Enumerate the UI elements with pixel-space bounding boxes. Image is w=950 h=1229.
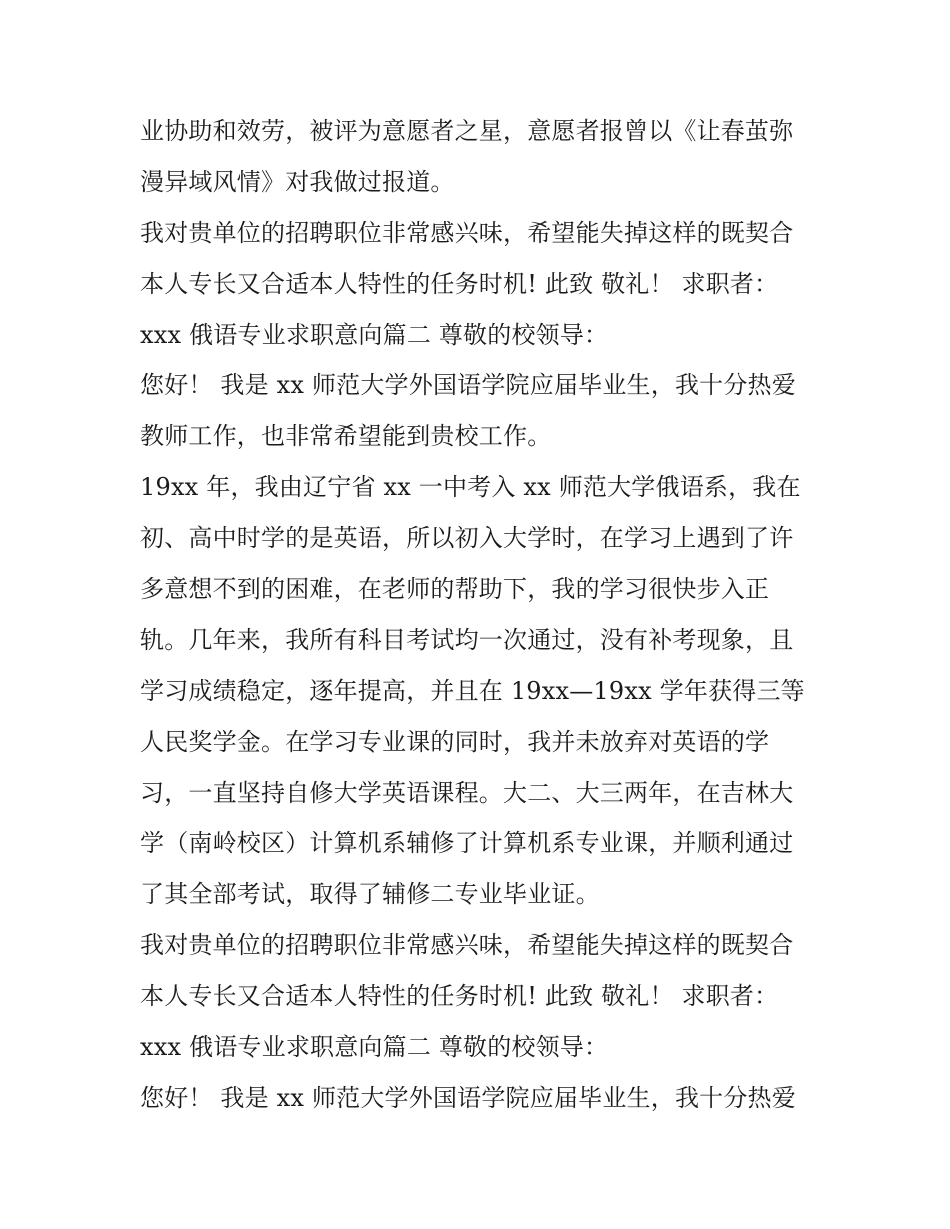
text-line: 我对贵单位的招聘职位非常感兴味，希望能失掉这样的既契合 [140,931,794,960]
text-line: 学（南岭校区）计算机系辅修了计算机系专业课，并顺利通过 [140,829,794,858]
text-line: 人民奖学金。在学习专业课的同时，我并未放弃对英语的学 [140,727,770,756]
text-line: 漫异域风情》对我做过报道。 [140,167,455,196]
text-line: 习，一直坚持自修大学英语课程。大二、大三两年，在吉林大 [140,778,794,807]
text-line: 初、高中时学的是英语，所以初入大学时，在学习上遇到了许 [140,524,794,553]
text-line: 本人专长又合适本人特性的任务时机! 此致 敬礼！ 求职者： [140,982,779,1011]
text-line: 我对贵单位的招聘职位非常感兴味，希望能失掉这样的既契合 [140,218,794,247]
text-line: 19xx 年，我由辽宁省 xx 一中考入 xx 师范大学俄语系，我在 [140,473,801,502]
document-body [140,106,830,1124]
text-line: 多意想不到的困难，在老师的帮助下，我的学习很快步入正 [140,575,770,604]
text-line: xxx 俄语专业求职意向篇二 尊敬的校领导： [140,320,609,349]
text-line: 本人专长又合适本人特性的任务时机! 此致 敬礼！ 求职者： [140,269,779,298]
text-line: 学习成绩稳定，逐年提高，并且在 19xx—19xx 学年获得三等 [140,676,805,705]
text-line: 教师工作，也非常希望能到贵校工作。 [140,422,552,451]
text-line: xxx 俄语专业求职意向篇二 尊敬的校领导： [140,1033,609,1062]
text-line: 您好！ 我是 xx 师范大学外国语学院应届毕业生，我十分热爱 [140,1083,796,1112]
text-line: 业协助和效劳，被评为意愿者之星，意愿者报曾以《让春茧弥 [140,117,794,145]
text-line: 轨。几年来，我所有科目考试均一次通过，没有补考现象，且 [140,625,794,654]
text-line: 您好！ 我是 xx 师范大学外国语学院应届毕业生，我十分热爱 [140,371,796,400]
text-line: 了其全部考试，取得了辅修二专业毕业证。 [140,880,600,909]
